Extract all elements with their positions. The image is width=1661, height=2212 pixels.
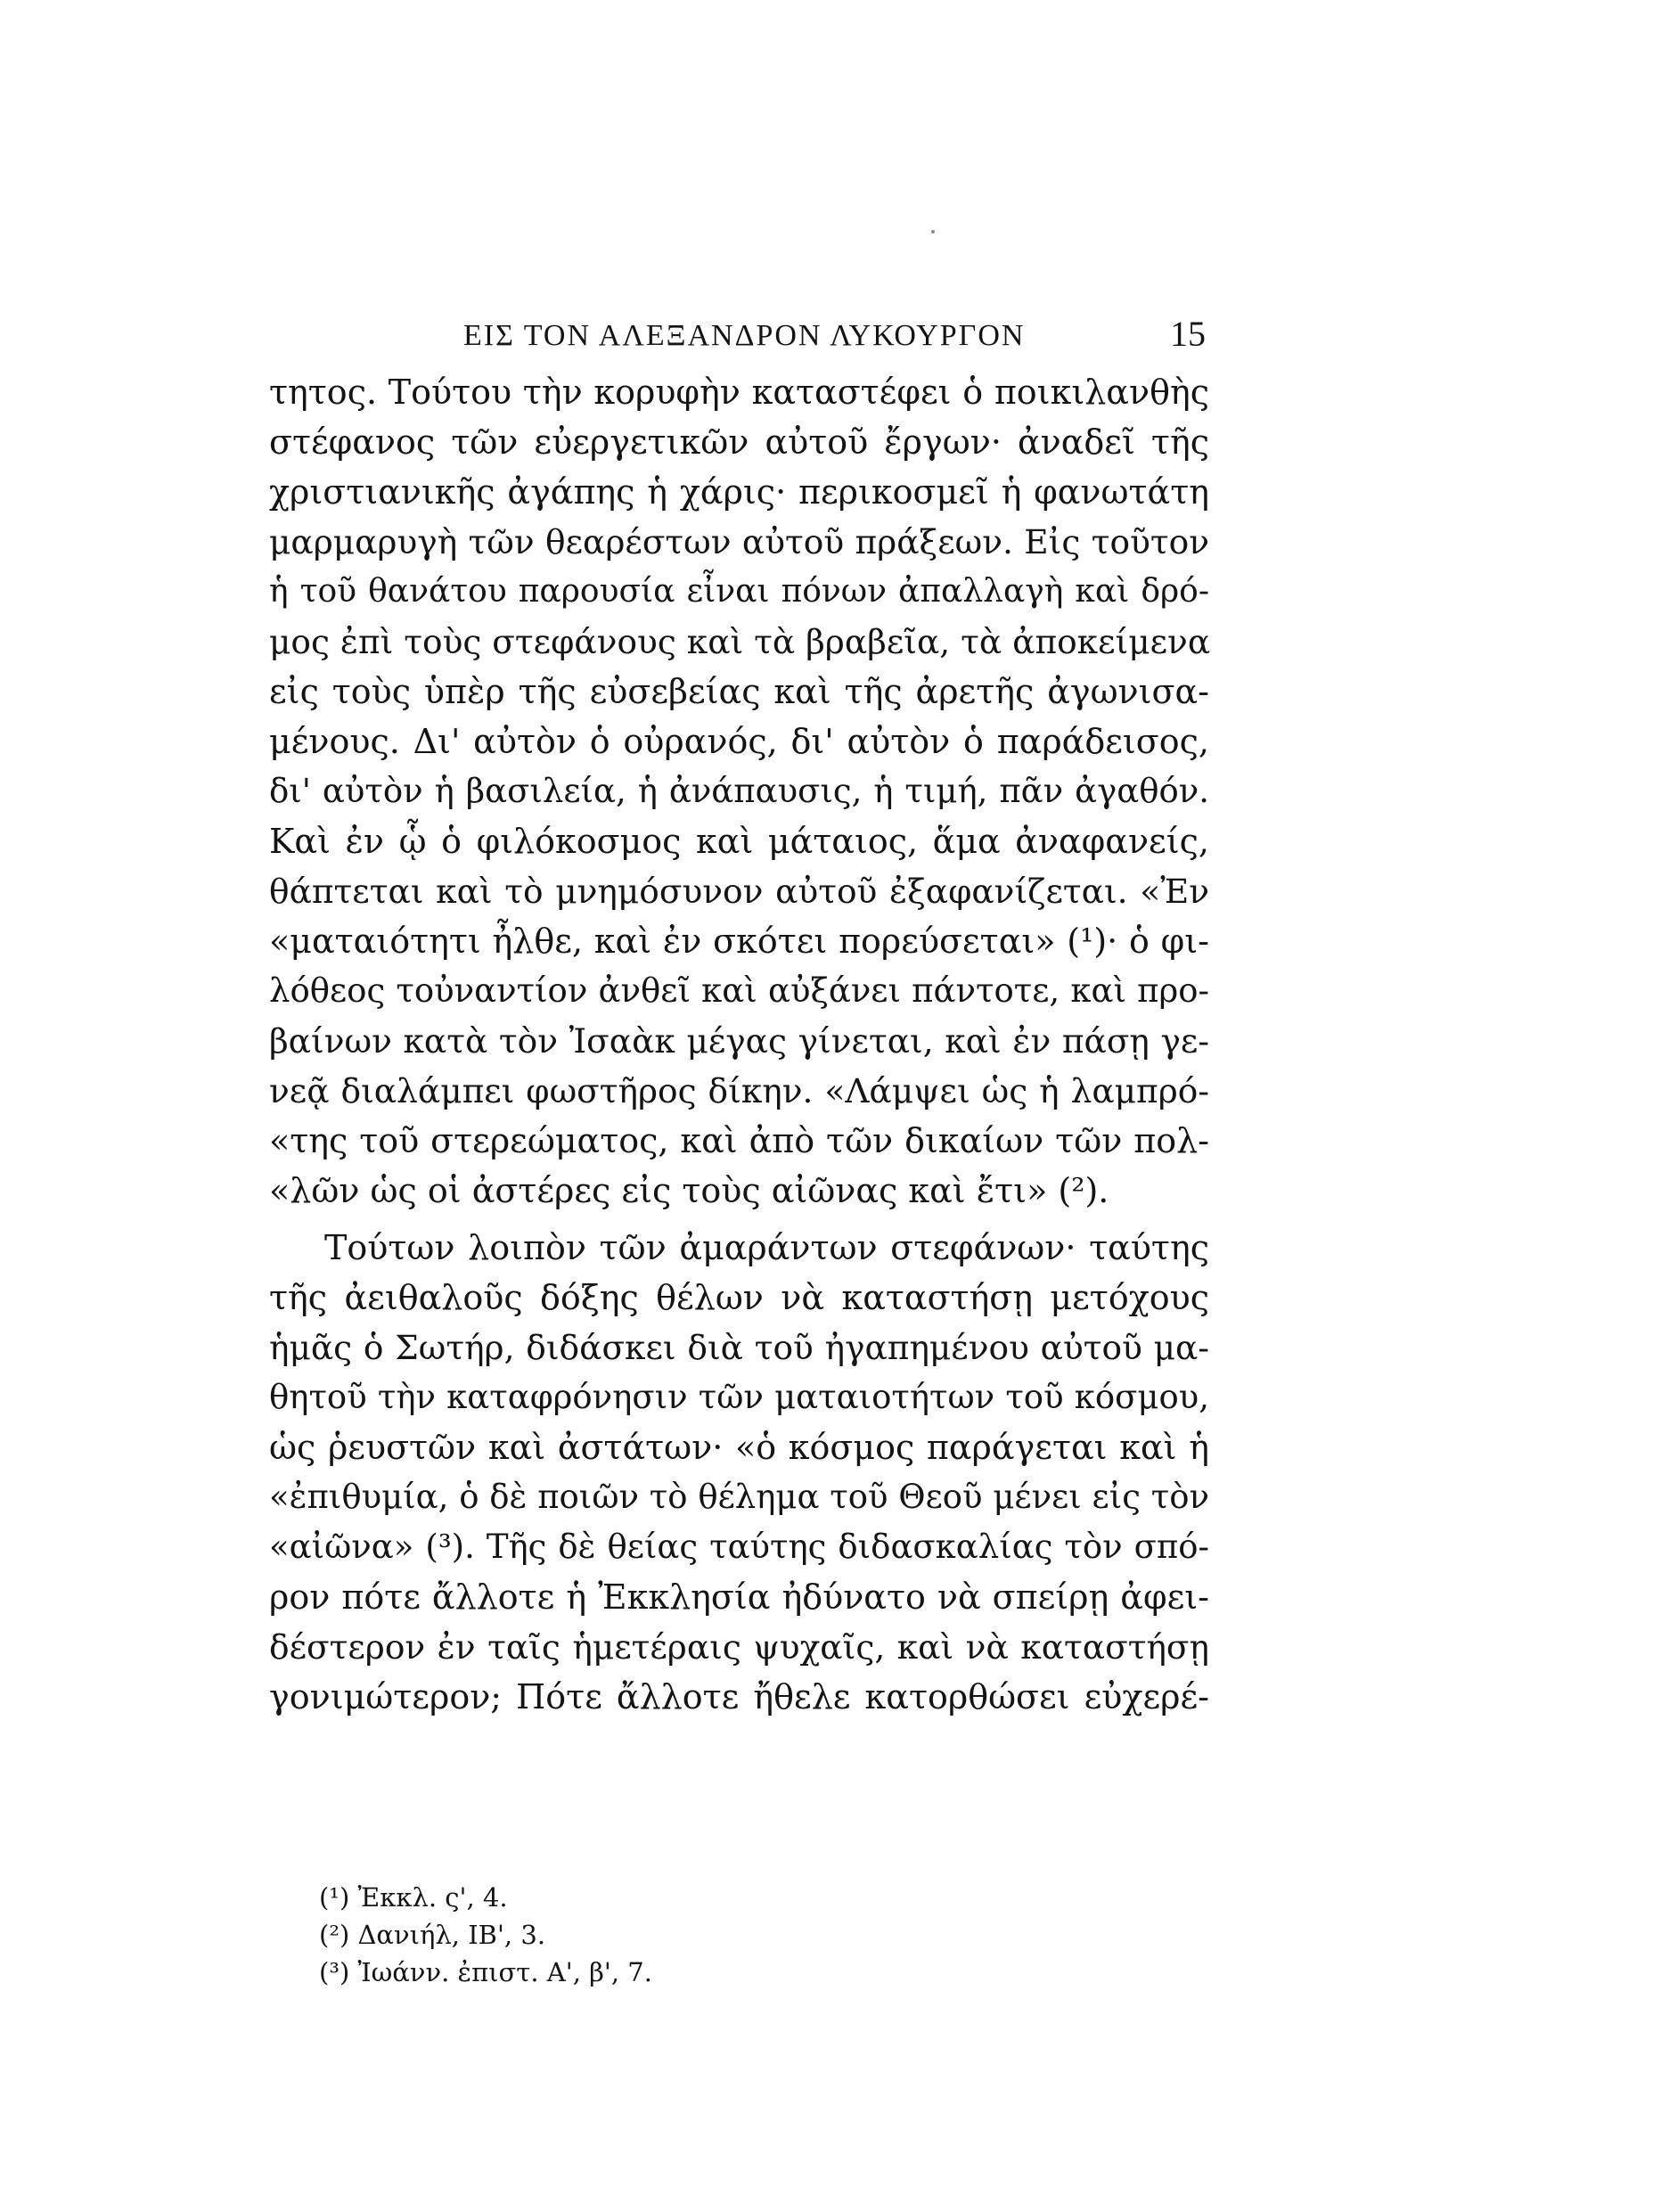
text-line: «ματαιότητι ἦλθε, καὶ ἐν σκότει πορεύσεται» (¹)· ὁ φι- [269, 922, 1209, 961]
text-line: στέφανος τῶν εὐεργετικῶν αὐτοῦ ἔργων· ἀναδεῖ τῆς [269, 422, 1209, 462]
footnotes [319, 1879, 943, 1991]
text-line: μαρμαρυγὴ τῶν θεαρέστων αὐτοῦ πράξεων. Εἰς τοῦτον [269, 522, 1209, 561]
body-text [269, 367, 1209, 1722]
footnote: (²) Δανιήλ, ΙΒ', 3. [319, 1920, 546, 1950]
text-line: Καὶ ἐν ᾧ ὁ φιλόκοσμος καὶ μάταιος, ἅμα ἀναφανείς, [269, 822, 1209, 861]
text-line: ἡ τοῦ θανάτου παρουσία εἶναι πόνων ἀπαλλαγὴ καὶ δρό- [269, 573, 1209, 610]
footnote: (¹) Ἐκκλ. ς', 4. [319, 1882, 508, 1913]
text-line: βαίνων κατὰ τὸν Ἰσαὰκ μέγας γίνεται, καὶ ἐν πάσῃ γε- [269, 1021, 1209, 1061]
text-line: Τούτων λοιπὸν τῶν ἀμαράντων στεφάνων· ταύτης [324, 1228, 1209, 1267]
text-line: «ἐπιθυμία, ὁ δὲ ποιῶν τὸ θέλημα τοῦ Θεοῦ μένει εἰς τὸν [269, 1478, 1209, 1516]
text-line: χριστιανικῆς ἀγάπης ἡ χάρις· περικοσμεῖ ἡ φανωτάτη [269, 472, 1209, 512]
text-line: «αἰῶνα» (³). Τῆς δὲ θείας ταύτης διδασκαλίας τὸν σπό- [269, 1528, 1209, 1566]
text-line: μένους. Δι' αὐτὸν ὁ οὐρανός, δι' αὐτὸν ὁ παράδεισος, [269, 722, 1209, 761]
text-line: ρον πότε ἄλλοτε ἡ Ἐκκλησία ἠδύνατο νὰ σπείρῃ ἀφει- [269, 1577, 1209, 1617]
text-line: νεᾷ διαλάμπει φωστῆρος δίκην. «Λάμψει ὡς ἡ λαμπρό- [269, 1071, 1209, 1110]
text-line: τῆς ἀειθαλοῦς δόξης θέλων νὰ καταστήσῃ μετόχους [269, 1278, 1209, 1317]
text-line: «της τοῦ στερεώματος, καὶ ἀπὸ τῶν δικαίων τῶν πολ- [269, 1121, 1209, 1160]
text-line: γονιμώτερον; Πότε ἄλλοτε ἤθελε κατορθώσει εὐχερέ- [269, 1677, 1209, 1716]
text-line: δι' αὐτὸν ἡ βασιλεία, ἡ ἀνάπαυσις, ἡ τιμή, πᾶν ἀγαθόν. [269, 772, 1209, 810]
ink-speck [931, 230, 935, 233]
text-line: λόθεος τοὐναντίον ἀνθεῖ καὶ αὐξάνει πάντοτε, καὶ προ- [269, 971, 1209, 1010]
text-line: ἡμᾶς ὁ Σωτήρ, διδάσκει διὰ τοῦ ἠγαπημένου αὐτοῦ μα- [269, 1328, 1209, 1367]
text-line: θητοῦ τὴν καταφρόνησιν τῶν ματαιοτήτων τοῦ κόσμου, [269, 1378, 1209, 1416]
text-line: τητος. Τούτου τὴν κορυφὴν καταστέφει ὁ ποικιλανθὴς [269, 373, 1209, 412]
footnote: (³) Ἰωάνν. ἐπιστ. Α', β', 7. [319, 1957, 652, 1987]
text-line: ὡς ῥευστῶν καὶ ἀστάτων· «ὁ κόσμος παράγεται καὶ ἡ [269, 1428, 1209, 1467]
running-head-title: ΕΙΣ ΤΟΝ ΑΛΕΞΑΝΔΡΟΝ ΛΥΚΟΥΡΓΟΝ [463, 319, 1026, 352]
text-line: θάπτεται καὶ τὸ μνημόσυνον αὐτοῦ ἐξαφανίζεται. «Ἐν [269, 872, 1209, 911]
text-line: εἰς τοὺς ὑπὲρ τῆς εὐσεβείας καὶ τῆς ἀρετῆς ἀγωνισα- [269, 672, 1209, 711]
text-line: «λῶν ὡς οἱ ἀστέρες εἰς τοὺς αἰῶνας καὶ ἔτι» (²). [269, 1171, 1109, 1210]
paragraph-2 [269, 1223, 1209, 1722]
paragraph-1 [269, 367, 1209, 1216]
text-line: δέστερον ἐν ταῖς ἡμετέραις ψυχαῖς, καὶ νὰ καταστήσῃ [269, 1627, 1209, 1667]
page-number: 15 [1170, 314, 1206, 354]
paragraph-gap [269, 1216, 1209, 1223]
running-head [267, 314, 1207, 358]
text-line: μος ἐπὶ τοὺς στεφάνους καὶ τὰ βραβεῖα, τὰ ἀποκείμενα [269, 622, 1211, 661]
